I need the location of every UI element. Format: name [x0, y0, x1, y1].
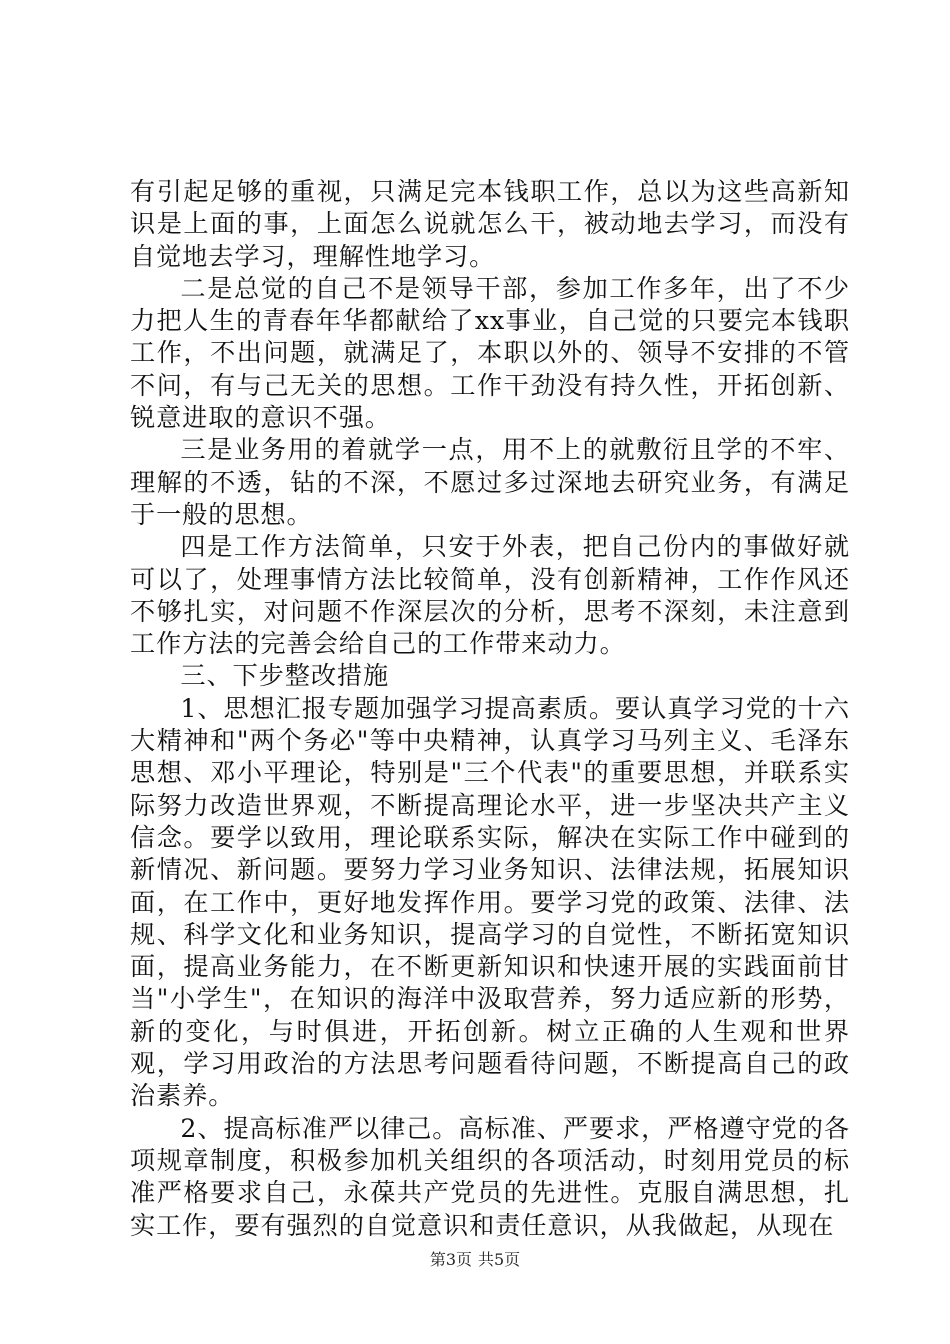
paragraph-point-four: 四是工作方法简单，只安于外表，把自己份内的事做好就可以了，处理事情方法比较简单，没有创新精神，工作作风还不够扎实，对问题不作深层次的分析，思考不深刻，未注意到工作方法的完善会给自己的工作带来动力。 [130, 532, 850, 659]
paragraph-point-three: 三是业务用的着就学一点，用不上的就敷衍且学的不牢、理解的不透，钻的不深，不愿过多过深地去研究业务，有满足于一般的思想。 [130, 435, 850, 529]
paragraph-measure-two: 2、提高标准严以律己。高标准、严要求，严格遵守党的各项规章制度，积极参加机关组织的各项活动，时刻用党员的标准严格要求自己，永葆共产党员的先进性。克服自满思想，扎实工作，要有强烈的自觉意识和责任意识，从我做起，从现在 [130, 1113, 850, 1240]
paragraph-measure-one: 1、思想汇报专题加强学习提高素质。要认真学习党的十六大精神和"两个务必"等中央精神，认真学习马列主义、毛泽东思想、邓小平理论，特别是"三个代表"的重要思想，并联系实际努力改造世界观，不断提高理论水平，进一步坚决共产主义信念。要学以致用，理论联系实际，解决在实际工作中碰到的新情况、新问题。要努力学习业务知识、法律法规，拓展知识面，在工作中，更好地发挥作用。要学习党的政策、法律、法规、科学文化和业务知识，提高学习的自觉性，不断拓宽知识面，提高业务能力，在不断更新知识和快速开展的实践面前甘当"小学生"，在知识的海洋中汲取营养，努力适应新的形势，新的变化，与时俱进，开拓创新。树立正确的人生观和世界观，学习用政治的方法思考问题看待问题，不断提高自己的政治素养。 [130, 693, 850, 1111]
document-body [130, 176, 850, 1242]
page-number: 第3页 [429, 1250, 472, 1269]
page-total: 共5页 [478, 1250, 521, 1269]
paragraph-point-two: 二是总觉的自己不是领导干部，参加工作多年，出了不少力把人生的青春年华都献给了xx事业，自己觉的只要完本钱职工作，不出问题，就满足了，本职以外的、领导不安排的不管不问，有与己无关的思想。工作干劲没有持久性，开拓创新、锐意进取的意识不强。 [130, 273, 850, 433]
page-footer [0, 1247, 950, 1270]
section-heading: 三、下步整改措施 [180, 661, 390, 691]
paragraph-continuation: 有引起足够的重视，只满足完本钱职工作，总以为这些高新知识是上面的事，上面怎么说就怎么干，被动地去学习，而没有自觉地去学习，理解性地学习。 [130, 177, 850, 271]
